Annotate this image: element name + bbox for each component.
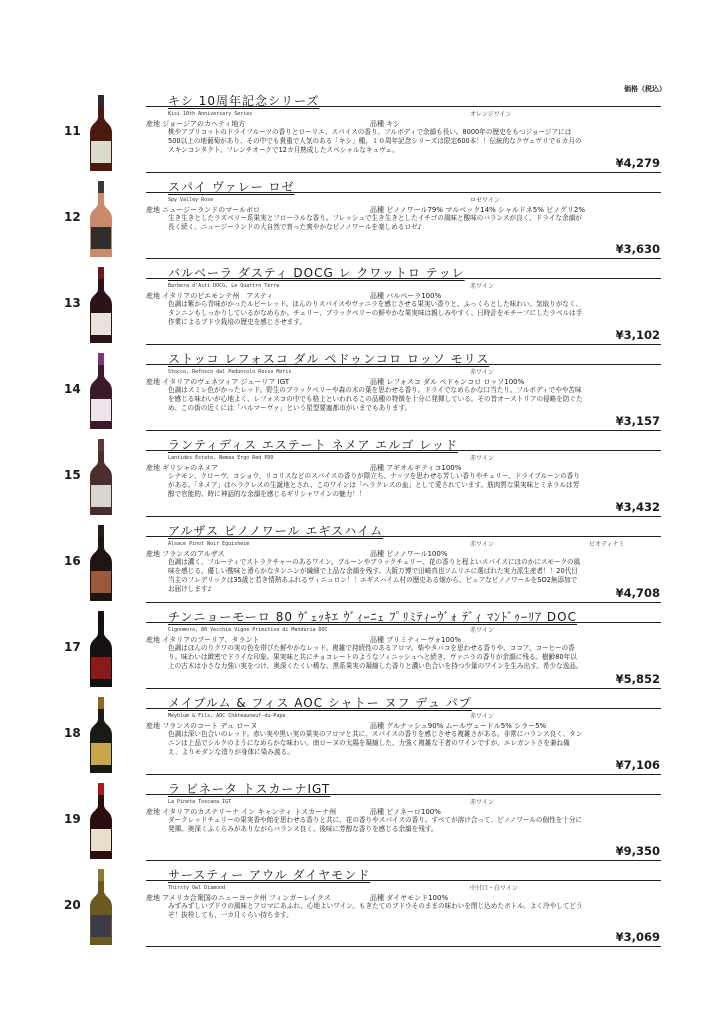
wine-number: 20 — [64, 898, 81, 912]
wine-origin: 産地 イタリアのヴェネツィア ジューリア IGT — [146, 378, 290, 386]
wine-number: 19 — [64, 812, 81, 826]
wine-row — [0, 690, 724, 776]
wine-origin: 産地 ニュージーランドのマールボロ — [146, 206, 260, 214]
wine-price: ¥3,102 — [615, 328, 660, 342]
wine-description: 色調はほんのりクワの実の色を帯びた鮮やかなレッド。複雑で持続性のあるアロマ。柴やタバコを思わせる香りや、ココア、コーヒーの香り。味わいは緻密でドライな印象。果実味と共にチョコレートのようなフィニッシュへと続き、ヴァニラの香りが余韻に残る。樹齢80年以上の古木は小さな力強い実をつけ、奥深くたくい稀な、黒系果実の凝縮した香りと濃い色合いを持つ少量のワインを生み出す。希少な逸品。 — [168, 644, 583, 670]
wine-origin: 産地 イタリアのピエモンテ州 アスティ — [146, 292, 274, 300]
bottle-image — [86, 695, 116, 775]
bottle-image — [86, 437, 116, 517]
wine-variety: 品種 キシ — [370, 120, 401, 128]
wine-description: 桃やアプリコットのドライフルーツの香りとローリエ、スパイスの香り。フルボディで余韻も長い。8000年の歴史をもつジョージアには500以上の地葡萄があり、その中でも貴重で人気のある「キシ」種。１０周年記念シリーズは限定600本！！伝統的なクヴェヴリで６カ月のスキンコンタクト、フレンチオークで12カ月熟成したスペシャルなキュヴェ。 — [168, 128, 582, 154]
wine-subtitle: Stocco, Refosco dal Peduncolo Rosso Moris — [168, 369, 292, 375]
wine-origin: 産地 アメリカ合衆国のニューヨーク州 フィンガーレイクス — [146, 894, 331, 902]
bottle-image — [86, 93, 116, 173]
wine-description: 色調はスミレ色がかったレッド。野生のブラックベリーや森の木の葉を思わせる香り。ドライでなめらかな口当たり。フルボディでやや苦味を感じる味わいが心地よく、レフォスコの中でも格上といわれるこの品種の特徴を十分に発揮している。その昔オーストリアの侵略を防ぐため、この街の近くには「パルマーヴァ」という星型要塞都市がいまでもあります。 — [168, 386, 583, 412]
bottle-image — [86, 781, 116, 861]
wine-subtitle: Cignomoro, 80 Vecchie Vigne Primitivo di Manduria DOC — [168, 627, 328, 633]
wine-price: ¥4,708 — [615, 586, 660, 600]
wine-description: 色調は紫から青味がかったルビーレッド。ほんのりスパイスやヴァニラを感じさせる果実い香りと、ふっくらとした味わい。気取りがなく、タンニンもしっかりしているがなめらか。チェリー、ブラックベリーの鮮やかな果実味は親しみやすく、日時計をモチーフにしたラベルは手作業によるブドウ栽培の歴史を感じさせます。 — [168, 300, 583, 326]
bottle-image — [86, 609, 116, 689]
wine-subtitle: La Pineta Toscana IGT — [168, 799, 232, 805]
wine-name: サースティー アウル ダイヤモンド — [168, 868, 371, 882]
wine-subtitle: Thirsty Owl Diamond — [168, 885, 226, 891]
wine-subtitle: Alsace Pinot Noir Eguisheim — [168, 541, 250, 547]
wine-subtitle: Kisi 10th Anniversary Series — [168, 111, 253, 117]
divider-bottom — [146, 430, 661, 431]
divider-bottom — [146, 516, 661, 517]
wine-row — [0, 518, 724, 604]
wine-description: みずみずしいブドウの風味とアロマにあふれ、心地よいワイン。もぎたてのブドウそのままの味わいを閉じ込めたボトル。よく冷やしてどうぞ！抜栓しても、一カ月くらい持ちます。 — [168, 902, 583, 919]
wine-variety: 品種 ピノノワール100% — [370, 550, 448, 558]
wine-type-extra: ビオディナミ — [589, 541, 625, 548]
wine-variety: 品種 アギオルギティコ100% — [370, 464, 462, 472]
wine-type: 赤ワイン — [470, 369, 494, 376]
wine-variety: 品種 レフォスコ ダル ペドゥンコロ ロッソ100% — [370, 378, 525, 386]
bottle-image — [86, 351, 116, 431]
wine-origin: 産地 イタリアのカステリーナ イン キャンティ トスカーナ州 — [146, 808, 337, 816]
wine-name: ランティディス エステート ネメア エルゴ レッド — [168, 438, 458, 452]
divider-bottom — [146, 344, 661, 345]
wine-number: 17 — [64, 640, 81, 654]
wine-type: オレンジワイン — [470, 111, 512, 118]
wine-number: 13 — [64, 296, 81, 310]
wine-number: 18 — [64, 726, 81, 740]
wine-number: 16 — [64, 554, 81, 568]
wine-number: 12 — [64, 210, 81, 224]
wine-name: バルベーラ ダスティ DOCG レ クワットロ テッレ — [168, 266, 465, 280]
divider-bottom — [146, 602, 661, 603]
wine-number: 14 — [64, 382, 81, 396]
wine-row — [0, 260, 724, 346]
wine-variety: 品種 ダイヤモンド100% — [370, 894, 449, 902]
wine-type: ロゼワイン — [470, 197, 500, 204]
divider-bottom — [146, 946, 661, 947]
wine-row — [0, 776, 724, 862]
wine-row — [0, 432, 724, 518]
wine-name: ストッコ レフォスコ ダル ペドゥンコロ ロッソ モリス — [168, 352, 490, 366]
wine-row — [0, 88, 724, 174]
wine-variety: 品種 ピノネーロ100% — [370, 808, 441, 816]
bottle-image — [86, 179, 116, 259]
wine-price: ¥5,852 — [615, 672, 660, 686]
wine-origin: 産地 イタリアのプーリア、タラント — [146, 636, 260, 644]
wine-type: 赤ワイン — [470, 713, 494, 720]
wine-description: シナモン、クローヴ、コショウ、リコリスなどのスパイスの香りが際立ち、ナッツを思わせる芳しい香りやチェリー、ドライプルーンの香りがある。「ネメア」はヘラクレスの生誕地とされ、このワインは「ヘラクレスの血」として愛されています。筋肉質な果実味とミネラルは芳醇で官能的、時に神話的な余韻を感じるギリシャワインの魅力！！ — [168, 472, 580, 498]
wine-subtitle: Barbera d'Asti DOCG, Le Quattro Terre — [168, 283, 280, 289]
divider-bottom — [146, 860, 661, 861]
wine-origin: 産地 フランスのアルザス — [146, 550, 225, 558]
wine-price: ¥3,069 — [615, 930, 660, 944]
wine-variety: 品種 グルナッシュ90% ムールヴェードル5% シラー5% — [370, 722, 547, 730]
wine-price: ¥9,350 — [615, 844, 660, 858]
wine-price: ¥3,630 — [615, 242, 660, 256]
wine-description: ダークレッドチェリーの果実香や飴を思わせる香りと共に、花の香りやスパイスの香り。すべてが溶け合って、ピノノワールの個性を十分に発揮。奥深くふくらみがありながらバランス良く、後味に芳醇な香りを感じる余韻を残す。 — [168, 816, 583, 833]
price-column-header: 価格（税込） — [624, 85, 666, 93]
divider-bottom — [146, 688, 661, 689]
divider-bottom — [146, 774, 661, 775]
wine-origin: 産地 ギリシャのネメア — [146, 464, 219, 472]
wine-description: 生き生きとしたラズベリー系果実とフローラルな香り。フレッシュで生き生きとしたイチゴの風味と酸味のバランスが良く、ドライな余韻が長く続く。ニュージーランドの大自然で育った爽やかなピノノワールを楽しめるロゼ♪ — [168, 214, 582, 231]
wine-description: 色調は深い色合いのレッド。赤い実や黒い実の果実のアロマと共に、スパイスの香りを感じさせる複雑さがある。非常にバランス良く、タンニンは上品でシルクのようになめらかな味わい。南ローヌの太陽を凝縮した、力強く複雑な王者のワインですが、エレガントさを兼ね備え、よりモダンな造りが身体に染み渡る。 — [168, 730, 583, 756]
wine-row — [0, 346, 724, 432]
wine-origin: 産地 ジョージアのカヘティ地方 — [146, 120, 246, 128]
divider-bottom — [146, 172, 661, 173]
wine-origin: 産地 フランスのコート デュ ローヌ — [146, 722, 258, 730]
bottle-image — [86, 265, 116, 345]
wine-description: 色調は濃く、フルーティでストラクチャーのあるワイン。プルーンやブラックチェリー、花の香りと程よいスパイスにほのかにスモークの風味を感じる。優しい酸味と滑らかなタンニンが繊細で上品な余韻を残す。大阪万博で田崎真也ソムリエに選ばれた実力派生産者！！20代目当主のフレデリックは35歳と若き情熱あふれるヴィニュロン！！エギスハイム村の歴史ある畑から、ピュアなピノノワールをSO2無添加でお届けします♪ — [168, 558, 581, 593]
bottle-image — [86, 867, 116, 947]
wine-price: ¥7,106 — [615, 758, 660, 772]
wine-price: ¥3,432 — [615, 500, 660, 514]
wine-type: 赤ワイン — [470, 799, 494, 806]
wine-row — [0, 604, 724, 690]
wine-subtitle: Lantides Estate, Nemea Ergo Red PDO — [168, 455, 274, 461]
wine-row — [0, 862, 724, 948]
wine-type: 赤ワイン — [470, 627, 494, 634]
wine-name: アルザス ピノノワール エギスハイム — [168, 524, 384, 538]
wine-variety: 品種 プリミティーヴォ100% — [370, 636, 462, 644]
wine-variety: 品種 バルベーラ100% — [370, 292, 442, 300]
wine-name: ラ ピネータ トスカーナIGT — [168, 782, 331, 796]
wine-name: キシ 10周年記念シリーズ — [168, 94, 320, 108]
wine-subtitle: Meyblum & Fils, AOC Châteauneuf-du-Pape — [168, 713, 286, 719]
wine-type: 赤ワイン — [470, 283, 494, 290]
wine-name: チンニョーモーロ 80 ｳﾞｪｯｷｴ ｳﾞｨｰﾆｪ ﾌﾟﾘﾐﾃｨｰｳﾞｫ ﾃﾞｨ ﾏﾝﾄﾞｩｰﾘｱ DOC — [168, 610, 577, 624]
wine-type: 赤ワイン — [470, 541, 494, 548]
wine-row — [0, 174, 724, 260]
wine-number: 15 — [64, 468, 81, 482]
divider-bottom — [146, 258, 661, 259]
wine-name: メイブルム & フィス AOC シャトー ヌフ デュ パプ — [168, 696, 472, 710]
wine-price: ¥3,157 — [615, 414, 660, 428]
wine-type: 中甘口・白ワイン — [470, 885, 518, 892]
wine-variety: 品種 ピノノワール79% マルベック14% シャルドネ5% ピノグリ2% — [370, 206, 585, 214]
wine-type: 赤ワイン — [470, 455, 494, 462]
bottle-image — [86, 523, 116, 603]
wine-price: ¥4,279 — [615, 156, 660, 170]
wine-number: 11 — [64, 124, 81, 138]
wine-name: スパイ ヴァレー ロゼ — [168, 180, 295, 194]
wine-subtitle: Spy Valley Rose — [168, 197, 214, 203]
